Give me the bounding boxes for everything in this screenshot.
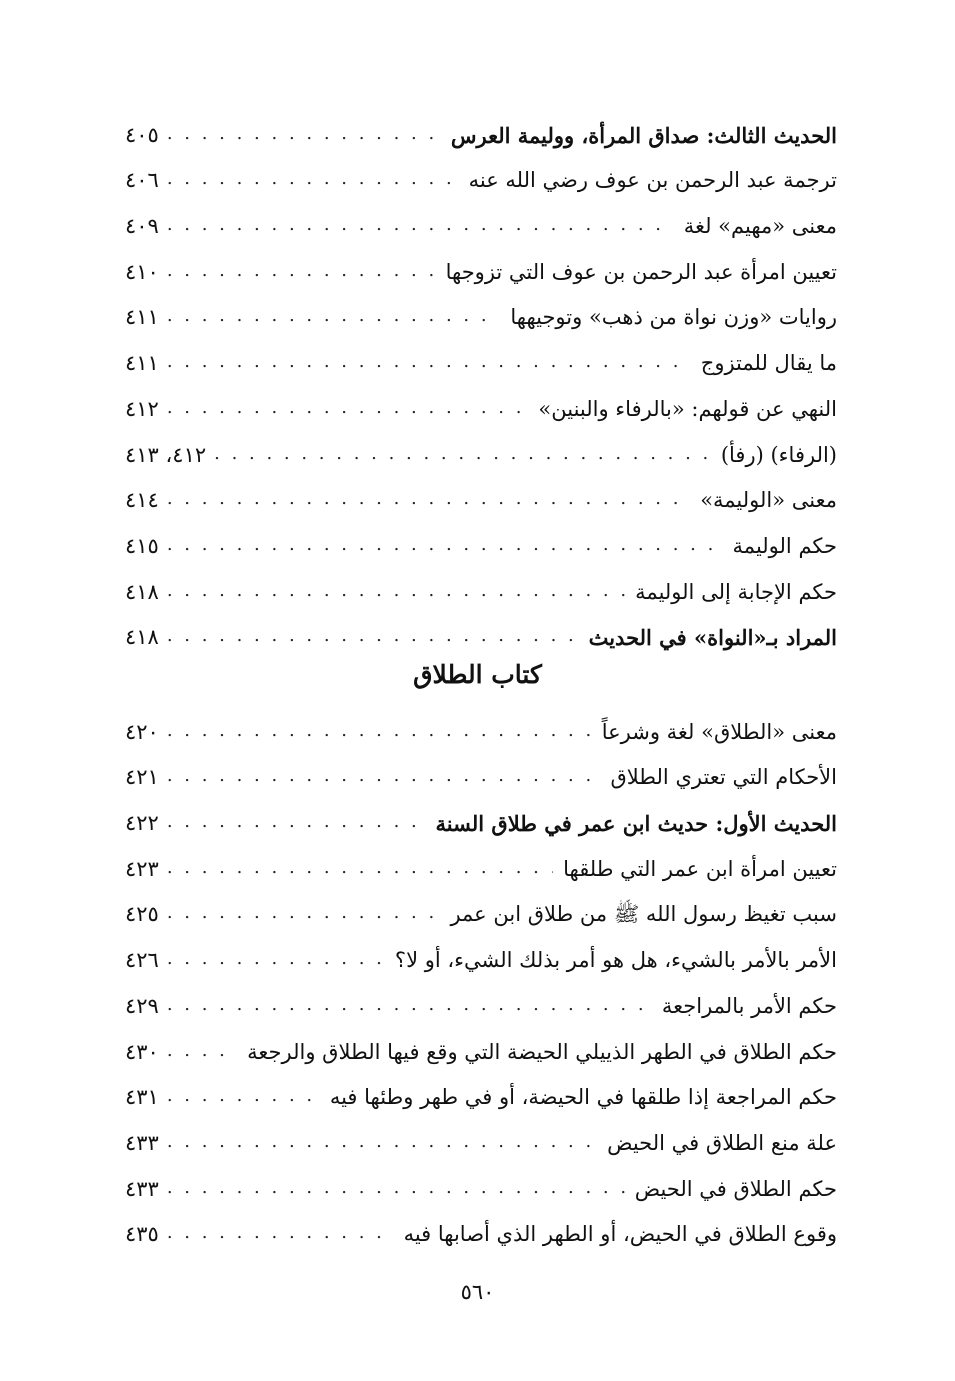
toc-entry xyxy=(125,374,837,420)
leader-dots xyxy=(167,216,674,237)
toc-list-talaq xyxy=(125,697,837,1245)
toc-entry-title: حكم الإجابة إلى الوليمة xyxy=(635,579,837,604)
toc-entry xyxy=(125,557,837,603)
toc-entry-page: ٤٣٣ xyxy=(125,1130,159,1155)
toc-entry-title: تعيين امرأة عبد الرحمن بن عوف التي تزوجها xyxy=(445,259,837,284)
toc-entry xyxy=(125,1017,837,1063)
toc-entry-page: ٤٢١ xyxy=(125,765,159,790)
toc-entry xyxy=(125,1063,837,1109)
leader-dots xyxy=(167,1224,394,1245)
toc-entry xyxy=(125,420,837,466)
toc-entry-title: (الرفاء) (رفأ) xyxy=(720,442,837,467)
toc-entry xyxy=(125,603,837,649)
toc-entry-title: حكم الوليمة xyxy=(732,533,837,558)
toc-entry xyxy=(125,880,837,926)
toc-entry xyxy=(125,466,837,512)
toc-list-nikah xyxy=(125,100,837,651)
toc-entry xyxy=(125,834,837,880)
toc-entry-page: ٤١٢ xyxy=(125,396,159,421)
toc-entry-title: سبب تغيظ رسول الله ﷺ من طلاق ابن عمر xyxy=(450,902,837,927)
toc-entry-title: حكم الأمر بالمراجعة xyxy=(661,993,837,1018)
page-number: ٥٦٠ xyxy=(460,1280,495,1304)
toc-entry xyxy=(125,191,837,237)
toc-entry-page: ٤٢٢ xyxy=(125,811,159,836)
toc-entry-title: ترجمة عبد الرحمن بن عوف رضي الله عنه xyxy=(468,168,837,193)
toc-entry-title: الحديث الثالث: صداق المرأة، ووليمة العرس xyxy=(450,122,837,148)
leader-dots xyxy=(167,1133,597,1154)
toc-entry xyxy=(125,1154,837,1200)
leader-dots xyxy=(167,490,690,511)
leader-dots xyxy=(167,262,436,283)
toc-entry-page: ٤٣١ xyxy=(125,1085,159,1110)
toc-entry-page: ٤١٢، ٤١٣ xyxy=(125,442,207,467)
leader-dots xyxy=(167,722,592,743)
leader-dots xyxy=(214,445,711,466)
toc-entry-page: ٤١١ xyxy=(125,351,159,376)
toc-entry-title: الحديث الأول: حديث ابن عمر في طلاق السنة xyxy=(435,811,837,837)
leader-dots xyxy=(167,904,441,925)
leader-dots xyxy=(167,1042,237,1063)
leader-dots xyxy=(167,996,652,1017)
toc-entry xyxy=(125,1108,837,1154)
leader-dots xyxy=(167,170,459,191)
toc-entry-page: ٤١٥ xyxy=(125,533,159,558)
toc-entry xyxy=(125,743,837,789)
toc-entry xyxy=(125,971,837,1017)
toc-entry-title: النهي عن قولهم: «بالرفاء والبنين» xyxy=(538,396,837,421)
toc-entry-title: الأمر بالأمر بالشيء، هل هو أمر بذلك الشيء، أو لا؟ xyxy=(394,948,837,973)
toc-entry-page: ٤٢٣ xyxy=(125,856,159,881)
toc-entry xyxy=(125,511,837,557)
toc-entry-page: ٤١٤ xyxy=(125,488,159,513)
toc-entry xyxy=(125,100,837,146)
toc-entry-page: ٤٢٥ xyxy=(125,902,159,927)
toc-entry-page: ٤٠٩ xyxy=(125,214,159,239)
leader-dots xyxy=(167,307,501,328)
toc-entry-page: ٤١٨ xyxy=(125,625,159,650)
toc-entry-page: ٤٣٥ xyxy=(125,1222,159,1247)
toc-entry-page: ٤١١ xyxy=(125,305,159,330)
leader-dots xyxy=(167,399,529,420)
leader-dots xyxy=(167,582,625,603)
leader-dots xyxy=(167,1179,625,1200)
toc-entry-title: المراد بـ«النواة» في الحديث xyxy=(588,625,837,651)
leader-dots xyxy=(167,536,723,557)
section-heading: كتاب الطلاق xyxy=(413,660,542,689)
toc-entry-title: معنى «الوليمة» xyxy=(700,488,837,513)
toc-entry-page: ٤٢٩ xyxy=(125,993,159,1018)
leader-dots xyxy=(167,767,601,788)
toc-entry-title: معنى «مهيم» لغة xyxy=(683,214,837,239)
toc-entry-title: وقوع الطلاق في الحيض، أو الطهر الذي أصابها فيه xyxy=(403,1222,837,1247)
toc-entry-page: ٤٣٣ xyxy=(125,1176,159,1201)
toc-entry-page: ٤٢٦ xyxy=(125,948,159,973)
toc-entry-title: حكم المراجعة إذا طلقها في الحيضة، أو في طهر وطئها فيه xyxy=(329,1085,837,1110)
toc-entry-page: ٤٣٠ xyxy=(125,1039,159,1064)
toc-entry xyxy=(125,925,837,971)
toc-entry-page: ٤١٠ xyxy=(125,259,159,284)
toc-entry xyxy=(125,328,837,374)
leader-dots xyxy=(167,859,553,880)
toc-entry-title: روايات «وزن نواة من ذهب» وتوجيهها xyxy=(510,305,837,330)
toc-entry-title: ما يقال للمتزوج xyxy=(700,351,837,376)
toc-entry-page: ٤٢٠ xyxy=(125,719,159,744)
toc-entry-title: حكم الطلاق في الطهر الذييلي الحيضة التي وقع فيها الطلاق والرجعة xyxy=(247,1039,837,1064)
toc-entry xyxy=(125,283,837,329)
toc-entry-page: ٤١٨ xyxy=(125,579,159,604)
leader-dots xyxy=(167,1087,320,1108)
toc-entry xyxy=(125,237,837,283)
toc-entry-title: حكم الطلاق في الحيض xyxy=(634,1176,837,1201)
toc-entry xyxy=(125,146,837,192)
toc-entry-title: علة منع الطلاق في الحيض xyxy=(607,1130,837,1155)
toc-entry-page: ٤٠٦ xyxy=(125,168,159,193)
toc-entry-page: ٤٠٥ xyxy=(125,122,159,147)
leader-dots xyxy=(167,125,441,146)
toc-entry xyxy=(125,1200,837,1246)
toc-entry xyxy=(125,697,837,743)
leader-dots xyxy=(167,627,579,648)
toc-entry xyxy=(125,788,837,837)
toc-entry-title: تعيين امرأة ابن عمر التي طلقها xyxy=(563,856,837,881)
toc-entry-title: الأحكام التي تعتري الطلاق xyxy=(610,765,837,790)
toc-entry-title: معنى «الطلاق» لغة وشرعاً xyxy=(601,719,837,744)
leader-dots xyxy=(167,813,426,834)
leader-dots xyxy=(167,950,385,971)
leader-dots xyxy=(167,353,691,374)
